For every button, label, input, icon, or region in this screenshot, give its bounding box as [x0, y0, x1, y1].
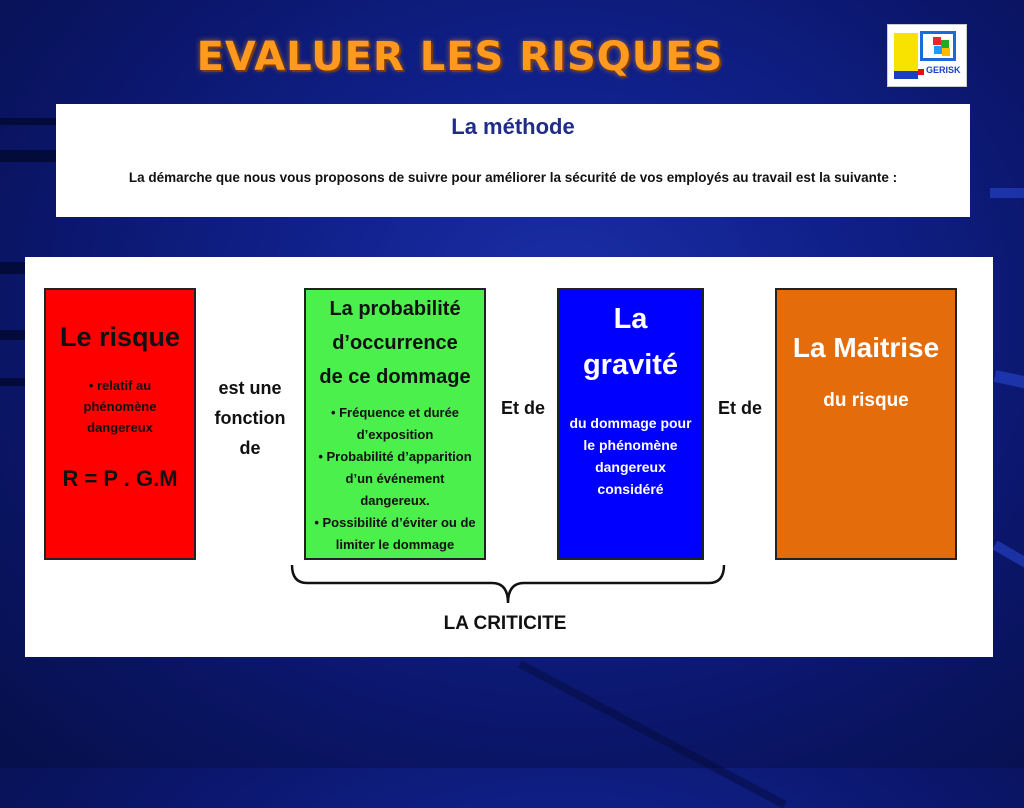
risk-box: [44, 288, 196, 560]
criticite-label: LA CRITICITE: [405, 613, 605, 635]
gerisk-logo: [887, 24, 967, 87]
criticite-brace: [287, 563, 729, 609]
connector-and-2: Et de: [710, 393, 770, 423]
diagram-panel: [25, 257, 993, 657]
probability-bullet: • Fréquence et durée d’exposition: [310, 402, 480, 446]
gravity-box: [557, 288, 704, 560]
bg-streak: [0, 378, 28, 386]
mastery-box: [775, 288, 957, 560]
mastery-title: La Maitrise: [777, 332, 955, 364]
mastery-subtitle: du risque: [777, 390, 955, 412]
gravity-title: La gravité: [559, 296, 702, 388]
connector-function: est une fonction de: [205, 373, 295, 463]
probability-box: [304, 288, 486, 560]
method-heading: La méthode: [56, 114, 970, 140]
probability-title: La probabilité d’occurrence de ce dommage: [306, 292, 484, 394]
slide-title: EVALUER LES RISQUES: [150, 34, 770, 80]
risk-bullet: • relatif au phénomène dangereux: [84, 378, 157, 435]
risk-formula: R = P . G.M: [46, 466, 194, 492]
bg-streak: [518, 660, 787, 808]
bg-streak: [990, 188, 1024, 198]
probability-bullet: • Probabilité d’apparition d’un événement dangereux.: [310, 446, 480, 512]
method-intro: La démarche que nous vous proposons de suivre pour améliorer la sécurité de vos employés au travail est la suivante :: [56, 170, 970, 185]
logo-text: GERISK: [926, 65, 961, 75]
bg-streak: [0, 150, 60, 162]
probability-bullet: • Possibilité d’éviter ou de limiter le dommage: [310, 512, 480, 556]
method-banner: [56, 104, 970, 217]
bg-streak: [993, 541, 1024, 570]
bg-streak: [994, 370, 1024, 390]
risk-title: Le risque: [46, 322, 194, 353]
bg-streak: [0, 330, 28, 340]
gravity-subtitle: du dommage pour le phénomène dangereux considéré: [559, 412, 702, 500]
connector-and-1: Et de: [493, 393, 553, 423]
